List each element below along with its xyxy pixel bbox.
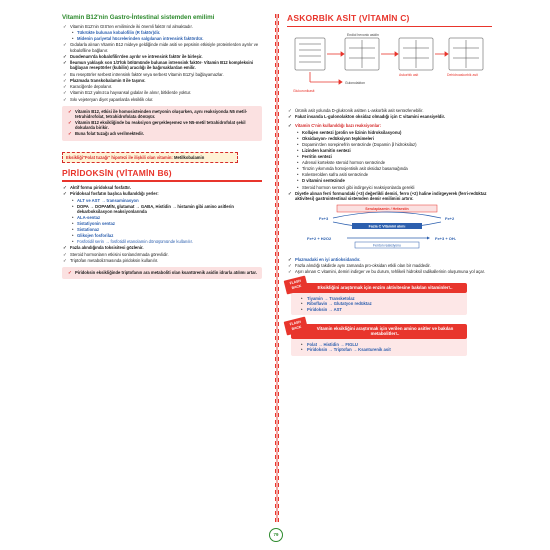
- b6-item-2: ✓ Fazla alındığında toksisitesi gözlenir.: [62, 245, 262, 250]
- b12-heading: Vitamin B12'nin Gastro-İntestinal sistemden emilimi: [62, 14, 215, 21]
- vitc-iron-item: ✓ Diyetle alınan ferri formundaki (+3) değerlikli demiri, ferro (+2) haline indirgeyerek (ferri-redüktaz aktivitesi) gastrointestinal sistemden demir emilimini artırır.: [287, 191, 492, 201]
- b12-item-5: ✓ Plazmada transkobalamin II ile taşınır.: [62, 78, 262, 83]
- left-column: [62, 14, 262, 284]
- chem-label-endiol: Endiol hexonic asidin: [347, 33, 379, 37]
- b12-item-8: ✓ Sıkı vejeteryan diyet yapanlarda eksiklik olur.: [62, 97, 262, 102]
- column-divider: [275, 14, 279, 522]
- flash-back-enzyme-panel: [289, 278, 467, 315]
- redox-left-eq: Fe+2 + H2O2: [307, 235, 332, 241]
- folate-trap-item-1: ✓ Vitamin B12 eksikliğinde bu reaksiyon gerçekleşemez ve N5-metil tetrahidrofolat şekil dokularda birikir.: [67, 120, 257, 130]
- b6-pink-item: ✓ Piridoksin eksikliğinde triptofanın ara metaboliti olan ksantürenik asidin idrarla atılımı artar.: [67, 270, 257, 275]
- vitc-title: ASKORBİK ASİT (VİTAMİN C): [287, 13, 410, 23]
- vitc-use-2: • Dopamin'den norepinefrin sentezinde (Dopamin β hidroksilaz): [287, 142, 492, 147]
- redox-bottom-label: Fenton reaksiyonu: [373, 243, 401, 248]
- b12-item-4: ✓ Bu reseptörler serbest intrensink faktör veya serbest Vitamin B12'yi bağlayamazlar.: [62, 72, 262, 77]
- iron-redox-diagram: [297, 204, 477, 254]
- b6-sub-1: • DOPA → DOPAMİN, glutamat → GABA, Histidin → histamin gibi amino asitlerin dekarboksilasyon reaksiyonlarında: [62, 204, 262, 214]
- redox-right-eq: Fe+3 + OH-: [435, 235, 457, 241]
- b6-title-rule: [62, 180, 262, 182]
- b6-item-3: ✓ Steroid hormonların etkisini sonlandırmada görevlidir.: [62, 252, 262, 257]
- chem-label-dehydro: Dehidroaskorbik asit: [447, 73, 478, 77]
- b6-sub-6: • Fosfotidil serin → fosfotidil etanolamin dönüşümünde kullanılır.: [62, 239, 262, 244]
- redox-fe3: Fe+3: [319, 215, 329, 221]
- flash-back-badge: FLASH BACK: [284, 276, 309, 295]
- chem-label-gulonolactone: Gulonolakton: [345, 81, 365, 85]
- b12-item-2: ✓ Duodenum'da kobalofilin'den ayrılır ve intrensink faktör ile birleşir.: [62, 54, 262, 59]
- vitc-item-0: ✓ Ürünik asit yolunda D-glukronik asitten L-askorbik asit sentezlenebilir.: [287, 108, 492, 113]
- vitc-uses-heading: ✓ Vitamin C'nin kullanıldığı bazı reaksiyonlar:: [287, 123, 492, 128]
- b6-pink-box: [62, 267, 262, 279]
- vitc-use-0: • Kollajen sentezi (prolin ve lizinin hidroksilasyonu): [287, 130, 492, 135]
- ascorbic-acid-structure-diagram: [287, 30, 487, 104]
- flash-back-badge: FLASH BACK: [284, 317, 309, 336]
- b6-sub-5: • Glikojen fosforilaz: [62, 233, 262, 238]
- b6-item-4: ✓ Triptofan metabolizmasında piridoksin kullanılır.: [62, 258, 262, 263]
- flash-row-2: • Piridoksin → AST: [301, 307, 461, 312]
- b6-sub-3: • Sistatiyonin sentaz: [62, 221, 262, 226]
- vitc-item-1: ✓ Fakat insanda L-gulonolakton oksidaz olmadığı için C vitamini esansiyeldir.: [287, 114, 492, 119]
- b12-item-6: ✓ Karaciğerde depolanır.: [62, 84, 262, 89]
- b6-sub-0: • ALT ve AST → transaminasyon: [62, 198, 262, 203]
- vitc-after-0: ✓ Plazmadaki en iyi antioksidandır.: [287, 257, 492, 262]
- vitc-use-1: • Oksidasyon- redüksiyon tepkimeleri: [287, 136, 492, 141]
- b12-item-7: ✓ Vitamin B12 yalnızca hayvansal gıdalar ile alınır, bitkilerde yoktur.: [62, 90, 262, 95]
- page-number: 79: [269, 528, 283, 542]
- vitc-use-4: • Ferritin sentezi: [287, 154, 492, 159]
- b12-item-3: ✓ İleumun yaklaşık son 1/3'lük bölümünde bulunan intrensink faktör- Vitamin B12 kompleksini bağlayan reseptörler (kubilin) aracılığı ile bağırsaklardan emilir.: [62, 60, 262, 70]
- flash-row-1: • Riboflavin → Glutatyon redüktaz: [301, 301, 461, 306]
- flash-back-amino-panel: [289, 319, 467, 356]
- vitc-title-rule: [287, 26, 492, 28]
- flash-back-head: Vitamin eksikliğini araştırmak için verilen amino asitler ve bakılan metabolitler!..: [291, 324, 467, 339]
- vitc-use-6: • Tirozin yıkımında homojentisik asit oksidaz basamağında: [287, 166, 492, 171]
- chem-label-glucuronic: Glukuronikasit: [293, 89, 315, 93]
- flash-row-0: • Tiyamin → Transketolaz: [301, 296, 461, 301]
- vitc-use-5: • Adrenal kortekste steroid hormon sentezinde: [287, 160, 492, 165]
- flash-back-head: Eksikliğini araştırmak için enzim aktivitesine bakılan vitaminler!..: [291, 283, 467, 292]
- vitc-after-2: ✓ Aşırı alınan C vitamini, demiri indirger ve bu durum, tehlikeli hidroksil radikallerinin oluşumuna yol açar.: [287, 269, 492, 274]
- vitc-use-7: • Kolesterolden safra asiti sentezinde: [287, 172, 492, 177]
- folate-trap-item-0: ✓ Vitamin B12, etkisi ile homosisteinden metyonin oluşurken, aynı reaksiyonda N5 metil-tetrahidrofolat, tetrahidrofolata dönüşür.: [67, 109, 257, 119]
- b6-sub-4: • Sistationaz: [62, 227, 262, 232]
- redox-middle-label: Fazla C Vitamini alımı: [368, 224, 406, 229]
- b6-item-0: ✓ Aktif formu piridoksal fosfattır.: [62, 185, 262, 190]
- flash-row-1: • Piridoksin → Triptofan → Ksanturenik asit: [301, 347, 461, 352]
- callout-label: Eksikliği"Folat tuzağı" hipotezi ile ilişkili olan vitamin:: [66, 154, 173, 160]
- b12-item-1: ✓ Gıdalarla alınan Vitamin B12 mideye geldiğinde mide asiti ve pepsinin etkisiyle proteinlerden ayrılır ve kobalofiline bağlanır.: [62, 42, 262, 52]
- b12-sub-0: • Tükrükte bulunan kobalofilin (R faktör)dir.: [62, 30, 262, 35]
- chem-label-ascorbic: Askorbik asit: [399, 73, 419, 77]
- redox-top-label: Serulaplazmin / Hefaestin: [365, 206, 409, 211]
- b6-sub-2: • ALA-sentaz: [62, 215, 262, 220]
- flash-back-body: [291, 339, 467, 356]
- glucuronic-structure: [295, 38, 325, 70]
- vitc-use-3: • Lizinden karnitin sentezi: [287, 148, 492, 153]
- folate-trap-box: [62, 106, 262, 141]
- redox-fe2: Fe+2: [445, 215, 455, 221]
- folate-trap-item-2: ✓ Buna folat tuzağı adı verilmektedir.: [67, 131, 257, 136]
- b12-item-0: ✓ Vitamin B12'nin GIS'ten emiliminde iki önemli faktör rol almaktadır.: [62, 24, 262, 29]
- flash-back-body: [291, 293, 467, 315]
- redox-svg: [297, 204, 477, 254]
- b6-item-1: ✓ Piridoksal fosfatın başlıca kullanıldığı yerler:: [62, 191, 262, 196]
- b6-title: PİRİDOKSİN (VİTAMİN B6): [62, 167, 172, 178]
- flash-row-0: • Folat → Histidin → FIGLU: [301, 342, 461, 347]
- right-column: [287, 14, 492, 360]
- folate-trap-callout: [62, 152, 238, 163]
- vitc-after-1: ✓ Fazla alındığı takdirde aynı zamanda pro-oksidan etkili olan bir maddedir.: [287, 263, 492, 268]
- callout-answer: Metilkobalamin: [174, 154, 205, 160]
- b12-sub-1: • Midenin pariyetal hücrelerinden salgılanan intrensink faktördür.: [62, 36, 262, 41]
- chem-structures-svg: [287, 30, 487, 104]
- vitc-use-8: • D vitamini sentezinde: [287, 178, 492, 183]
- vitc-use-9: • Steroid hormon sentezi gibi indirgeyici reaksiyonlarda gerekli: [287, 185, 492, 190]
